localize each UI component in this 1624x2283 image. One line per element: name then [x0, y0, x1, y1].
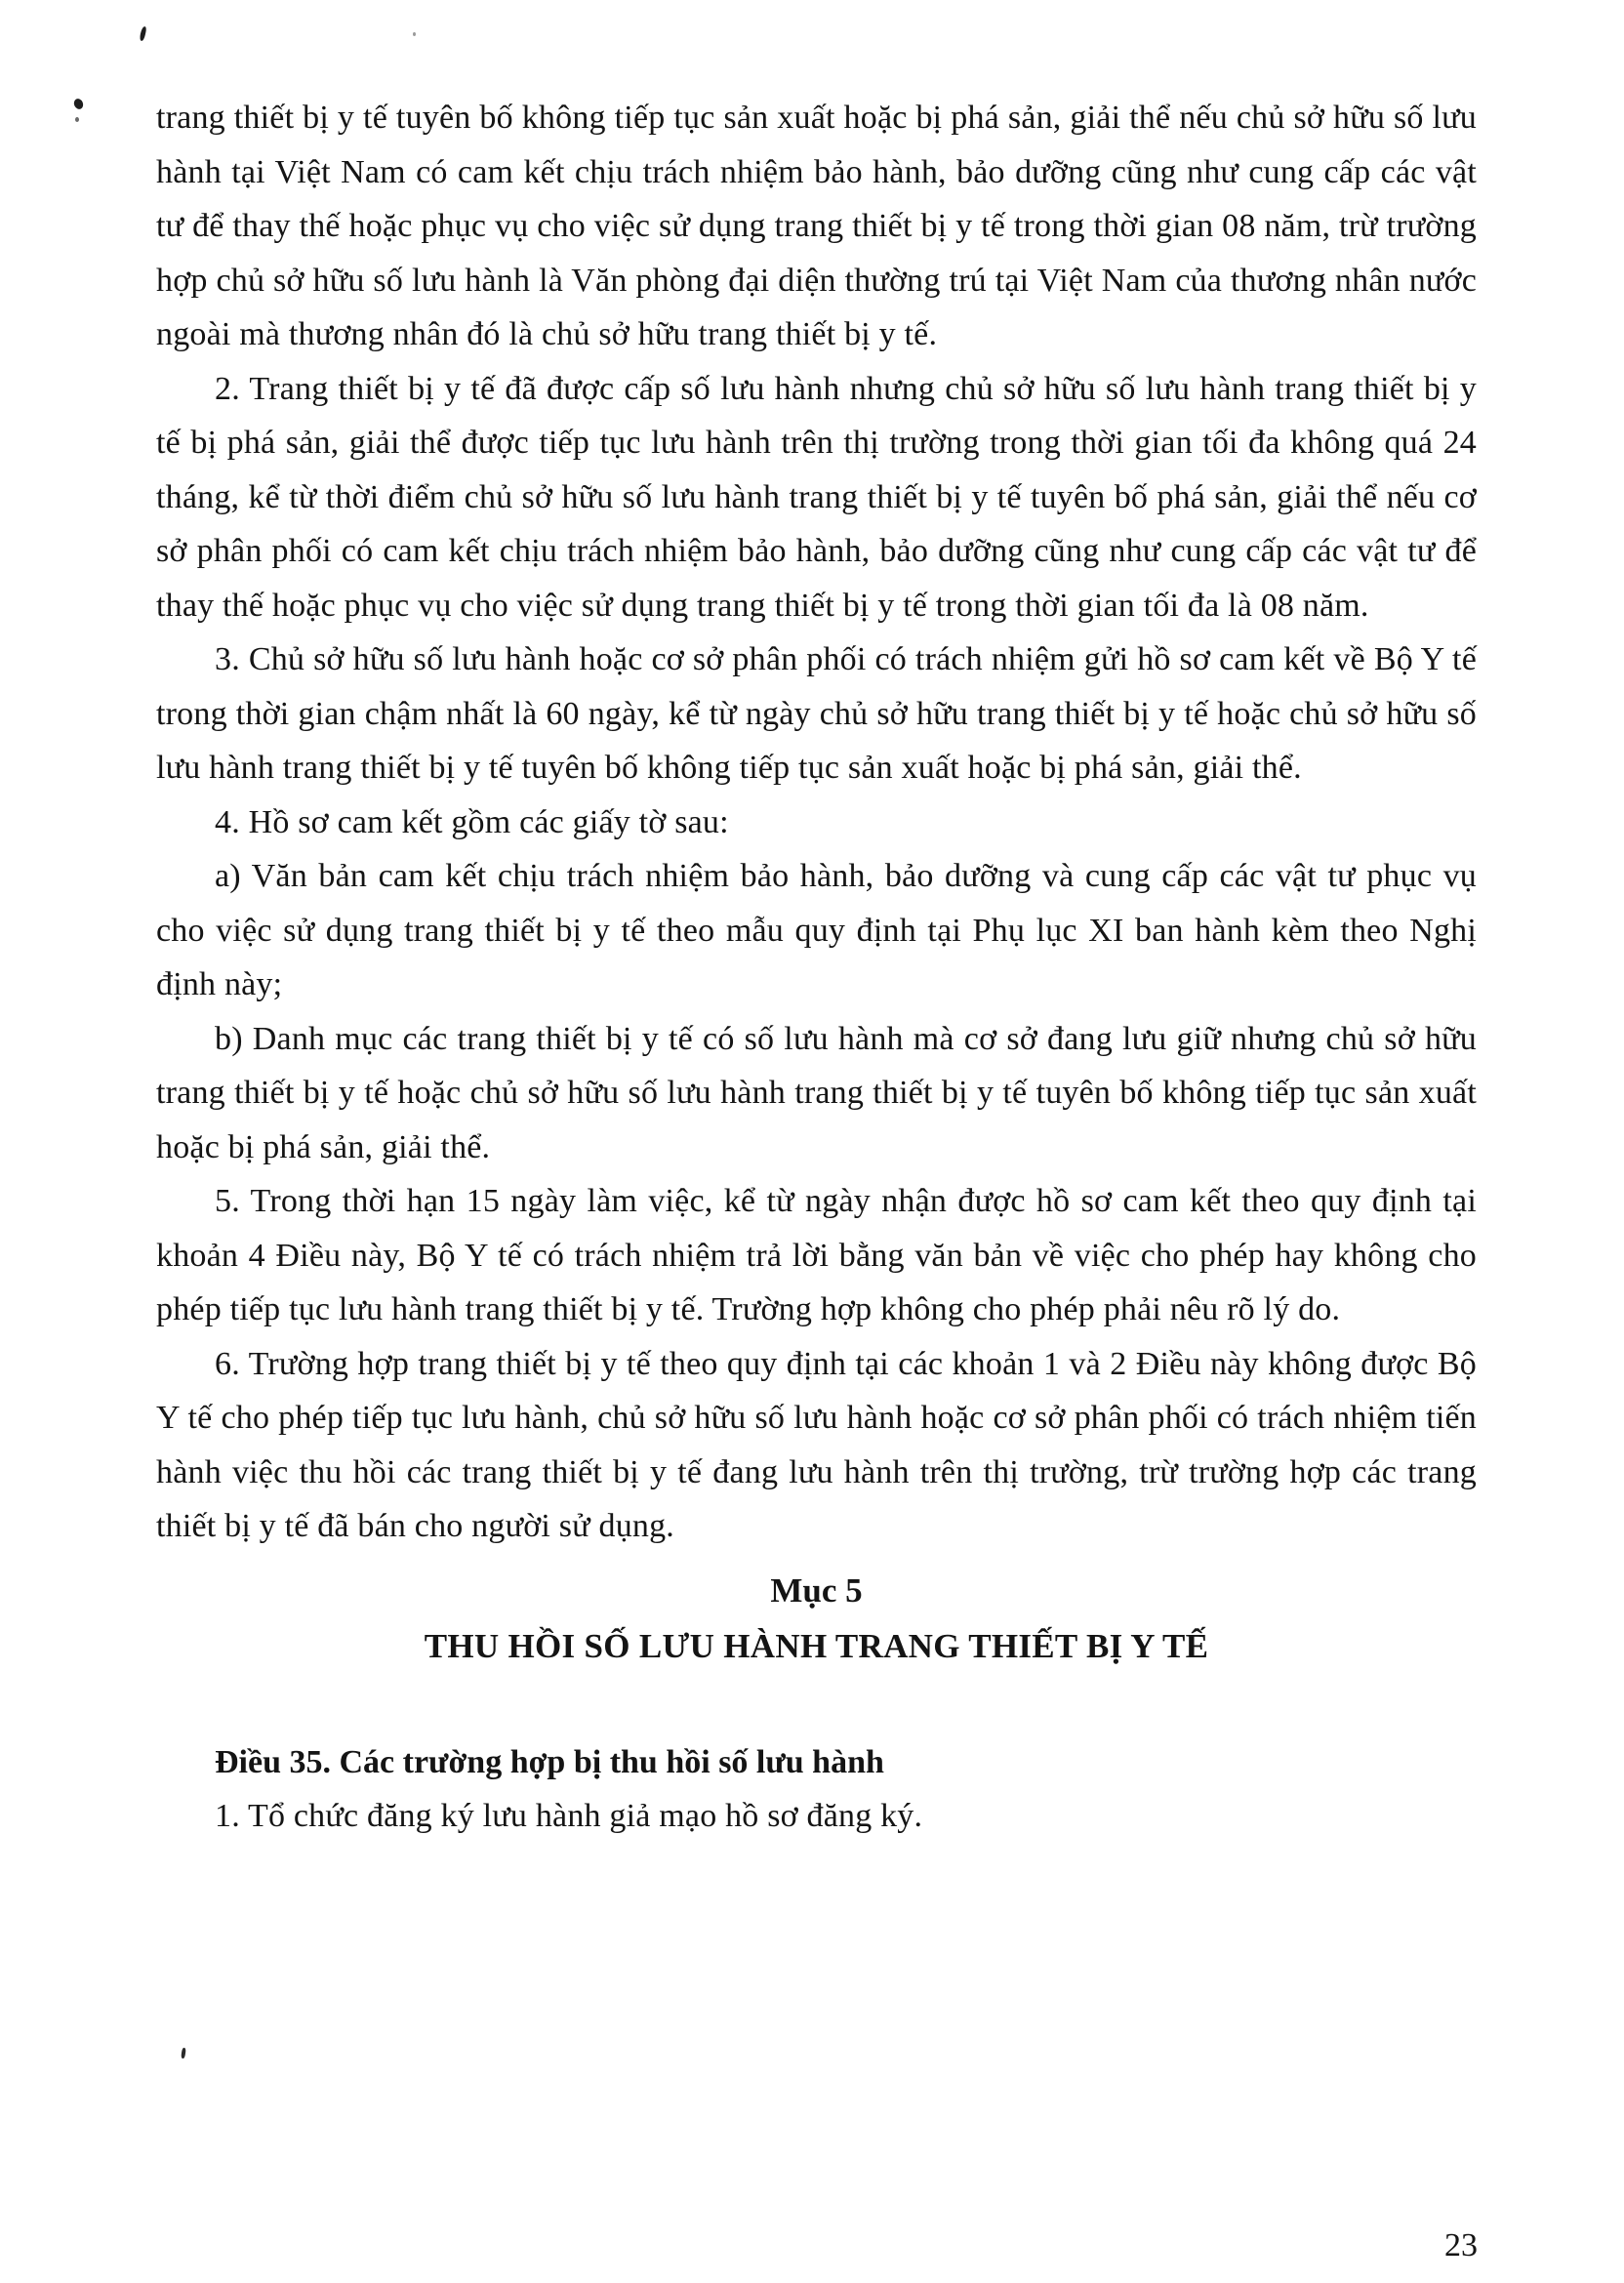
clause-6: 6. Trường hợp trang thiết bị y tế theo quy định tại các khoản 1 và 2 Điều này không được Bộ Y tế cho phép tiếp tục lưu hành, chủ sở hữu số lưu hành hoặc cơ sở phân phối có trách nhiệm tiến hành việc thu hồi các trang thiết bị y tế đang lưu hành trên thị trường, trừ trường hợp các trang thiết bị y tế đã bán cho người sử dụng.: [156, 1345, 1477, 1544]
paragraph-continuation: trang thiết bị y tế tuyên bố không tiếp tục sản xuất hoặc bị phá sản, giải thể nếu chủ sở hữu số lưu hành tại Việt Nam có cam kết chịu trách nhiệm bảo hành, bảo dưỡng cũng như cung cấp các vật tư để thay thế hoặc phục vụ cho việc sử dụng trang thiết bị y tế trong thời gian 08 năm, trừ trường hợp chủ sở hữu số lưu hành là Văn phòng đại diện thường trú tại Việt Nam của thương nhân nước ngoài mà thương nhân đó là chủ sở hữu trang thiết bị y tế.: [156, 100, 1477, 352]
clause-3: 3. Chủ sở hữu số lưu hành hoặc cơ sở phân phối có trách nhiệm gửi hồ sơ cam kết về Bộ Y tế trong thời gian chậm nhất là 60 ngày, kể từ ngày chủ sở hữu trang thiết bị y tế hoặc chủ sở hữu số lưu hành trang thiết bị y tế tuyên bố không tiếp tục sản xuất hoặc bị phá sản, giải thể.: [156, 641, 1477, 786]
clause-2: 2. Trang thiết bị y tế đã được cấp số lưu hành nhưng chủ sở hữu số lưu hành trang thiết bị y tế bị phá sản, giải thể được tiếp tục lưu hành trên thị trường trong thời gian tối đa không quá 24 tháng, kể từ thời điểm chủ sở hữu số lưu hành trang thiết bị y tế tuyên bố phá sản, giải thể nếu cơ sở phân phối có cam kết chịu trách nhiệm bảo hành, bảo dưỡng cũng như cung cấp các vật tư để thay thế hoặc phục vụ cho việc sử dụng trang thiết bị y tế trong thời gian tối đa là 08 năm.: [156, 370, 1477, 624]
scan-speck-icon: [72, 98, 85, 111]
article-item-1: 1. Tổ chức đăng ký lưu hành giả mạo hồ sơ đăng ký.: [215, 1798, 923, 1834]
clause-4: 4. Hồ sơ cam kết gồm các giấy tờ sau:: [215, 803, 729, 840]
section-kicker: Mục 5: [770, 1570, 863, 1610]
scan-speck-icon: [181, 2048, 185, 2059]
article-heading: Điều 35. Các trường hợp bị thu hồi số lưu hành: [215, 1743, 884, 1780]
scan-speck-icon: [139, 26, 146, 42]
scan-speck-icon: [413, 32, 416, 36]
text-block: [156, 91, 1477, 1844]
clause-5: 5. Trong thời hạn 15 ngày làm việc, kể từ ngày nhận được hồ sơ cam kết theo quy định tại khoản 4 Điều này, Bộ Y tế có trách nhiệm trả lời bằng văn bản về việc cho phép hay không cho phép tiếp tục lưu hành trang thiết bị y tế. Trường hợp không cho phép phải nêu rõ lý do.: [156, 1183, 1477, 1327]
clause-4b: b) Danh mục các trang thiết bị y tế có số lưu hành mà cơ sở đang lưu giữ nhưng chủ sở hữu trang thiết bị y tế hoặc chủ sở hữu số lưu hành trang thiết bị y tế tuyên bố không tiếp tục sản xuất hoặc bị phá sản, giải thể.: [156, 1020, 1477, 1165]
page-number: 23: [1444, 2227, 1478, 2263]
scan-speck-icon: [75, 117, 79, 122]
clause-4a: a) Văn bản cam kết chịu trách nhiệm bảo hành, bảo dưỡng và cung cấp các vật tư phục vụ cho việc sử dụng trang thiết bị y tế theo mẫu quy định tại Phụ lục XI ban hành kèm theo Nghị định này;: [156, 858, 1477, 1002]
section-title: THU HỒI SỐ LƯU HÀNH TRANG THIẾT BỊ Y TẾ: [424, 1626, 1209, 1665]
